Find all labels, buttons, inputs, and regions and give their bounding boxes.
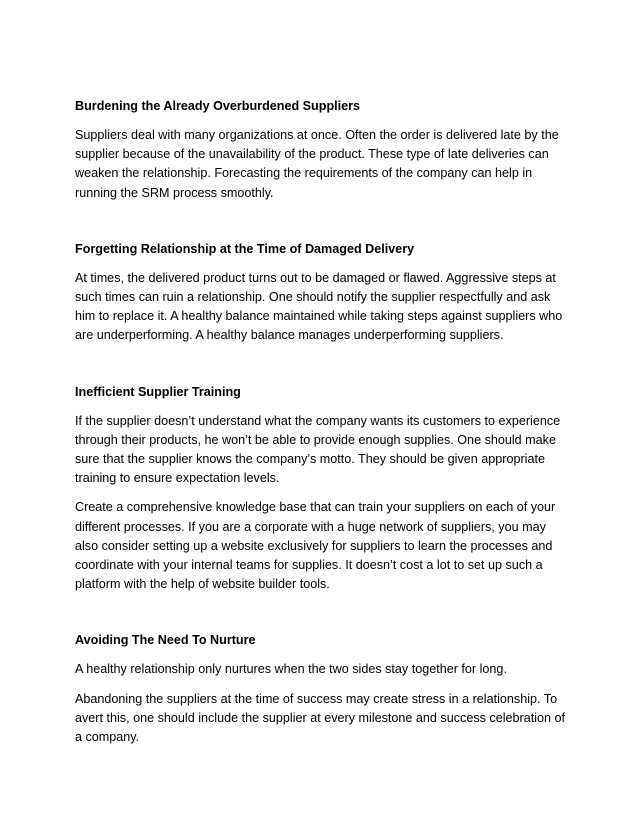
- section-need-to-nurture: [75, 631, 570, 747]
- section-spacer: [75, 356, 570, 383]
- section-supplier-training: [75, 383, 570, 595]
- section-paragraph: Abandoning the suppliers at the time of success may create stress in a relationship. To avert this, one should include the supplier at every milestone and success celebration of a company.: [75, 691, 566, 745]
- section-heading: Inefficient Supplier Training: [75, 384, 241, 399]
- section-heading: Avoiding The Need To Nurture: [75, 633, 256, 648]
- section-spacer: [75, 213, 570, 240]
- section-paragraph: Suppliers deal with many organizations at once. Often the order is delivered late by the supplier because of the unavailability of the product. These type of late deliveries can weaken the relationship. Forecasting the requirements of the company can help in running the SRM process smoothly.: [75, 128, 559, 200]
- section-paragraph: Create a comprehensive knowledge base that can train your suppliers on each of your different processes. If you are a corporate with a huge network of suppliers, you may also consider setting up a website exclusively for suppliers to learn the processes and coordinate with your internal teams for supplies. It doesn’t cost a lot to set up such a platform with the help of website builder tools.: [75, 500, 556, 592]
- section-spacer: [75, 604, 570, 631]
- document-page: [75, 97, 570, 757]
- section-heading: Forgetting Relationship at the Time of Damaged Delivery: [75, 241, 415, 256]
- section-paragraph: If the supplier doesn’t understand what the company wants its customers to experience through their products, he won’t be able to provide enough supplies. One should make sure that the supplier knows the company’s motto. They should be given appropriate training to ensure expectation levels.: [75, 413, 561, 486]
- section-paragraph: At times, the delivered product turns out to be damaged or flawed. Aggressive steps at such times can ruin a relationship. One should notify the supplier respectfully and ask him to replace it. A healthy balance maintained while taking steps against suppliers who are underperforming. A healthy balance manages underperforming suppliers.: [75, 270, 563, 343]
- section-damaged-delivery: [75, 240, 570, 346]
- section-heading: Burdening the Already Overburdened Suppliers: [75, 99, 361, 113]
- section-paragraph: A healthy relationship only nurtures when the two sides stay together for long.: [75, 662, 507, 677]
- section-burdening-suppliers: [75, 97, 570, 203]
